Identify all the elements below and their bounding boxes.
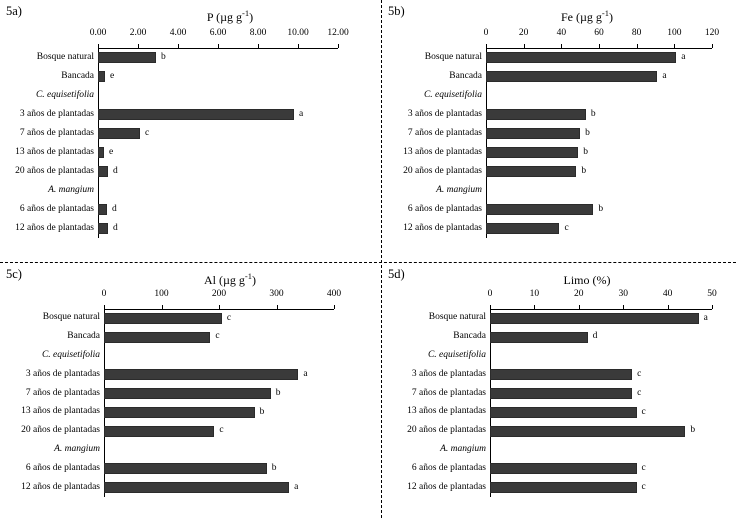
panel-5a — [0, 0, 381, 262]
bar[interactable] — [490, 426, 685, 437]
category-label: 13 años de plantadas — [21, 406, 100, 417]
x-tick-label: 30 — [618, 289, 628, 299]
category-label: Bancada — [449, 70, 482, 81]
bar[interactable] — [98, 147, 104, 158]
bar-row[interactable] — [61, 70, 338, 84]
bar-significance-letter: c — [226, 312, 232, 323]
category-label: 13 años de plantadas — [15, 146, 94, 157]
category-label: 20 años de plantadas — [403, 165, 482, 176]
bar[interactable] — [490, 388, 632, 399]
category-label: 20 años de plantadas — [21, 425, 100, 436]
group-header-label: C. equisetifolia — [41, 350, 100, 360]
x-tick — [98, 44, 99, 48]
bar-significance-letter: b — [590, 108, 596, 119]
group-header-row — [423, 89, 712, 103]
group-header-label: A. mangium — [48, 184, 94, 195]
bar[interactable] — [486, 109, 586, 120]
chart-title-5a — [90, 8, 370, 25]
bar-row[interactable] — [449, 70, 712, 84]
bar-significance-letter: a — [703, 312, 708, 323]
x-tick-label: 200 — [211, 289, 227, 299]
x-tick-label: 300 — [269, 289, 284, 299]
bar-row[interactable] — [428, 311, 712, 325]
x-tick — [712, 44, 713, 48]
bar-row[interactable] — [411, 462, 712, 476]
x-tick — [298, 44, 299, 48]
x-tick-label: 20 — [574, 289, 584, 299]
plot-area-5c — [21, 289, 342, 497]
bar[interactable] — [490, 332, 588, 343]
category-label: 6 años de plantadas — [411, 462, 486, 473]
panel-label-5b: 5b) — [388, 4, 405, 18]
x-tick — [524, 44, 525, 48]
bar-row[interactable] — [21, 481, 334, 495]
category-label: 3 años de plantadas — [407, 108, 482, 119]
category-label: 6 años de plantadas — [407, 203, 482, 214]
x-tick — [674, 44, 675, 48]
bar-significance-letter: c — [637, 369, 642, 380]
bar-row[interactable] — [15, 222, 338, 236]
bar-significance-letter: b — [275, 387, 281, 398]
bar[interactable] — [98, 223, 108, 234]
bar-row[interactable] — [407, 108, 712, 122]
group-header-row — [54, 443, 334, 457]
bar[interactable] — [490, 482, 637, 493]
x-tick — [486, 44, 487, 48]
x-tick — [637, 44, 638, 48]
group-header-row — [436, 184, 712, 198]
bars-5c — [21, 309, 334, 497]
bar[interactable] — [98, 109, 294, 120]
bar[interactable] — [98, 166, 108, 177]
chart-title-sup: -1 — [244, 271, 252, 281]
bar-significance-letter: a — [662, 70, 667, 81]
x-tick — [178, 44, 179, 48]
bar[interactable] — [486, 223, 559, 234]
bar[interactable] — [486, 204, 593, 215]
bar-row[interactable] — [407, 481, 712, 495]
x-tick-label: 0 — [101, 289, 107, 299]
plot-area-5b — [403, 28, 720, 238]
panel-5c — [0, 263, 381, 518]
category-label: 20 años de plantadas — [407, 425, 486, 436]
bar-significance-letter: c — [564, 222, 569, 233]
bar[interactable] — [98, 71, 105, 82]
category-label: Bancada — [67, 331, 100, 342]
bar[interactable] — [98, 128, 140, 139]
bar-row[interactable] — [42, 311, 334, 325]
group-header-row — [427, 349, 712, 363]
bars-5a — [15, 48, 338, 238]
panel-5d — [382, 263, 736, 518]
x-tick-label: 100 — [154, 289, 169, 299]
bar-significance-letter: b — [585, 127, 590, 138]
category-label: Bosque natural — [428, 312, 486, 323]
x-tick — [579, 305, 580, 309]
x-tick-label: 8.00 — [249, 28, 267, 38]
group-header-row — [48, 184, 338, 198]
chart-title-tail: ) — [252, 273, 256, 287]
bar[interactable] — [486, 128, 580, 139]
group-header-label: A. mangium — [440, 444, 486, 454]
bar[interactable] — [104, 463, 267, 474]
chart-title-base: Limo (%) — [563, 273, 611, 287]
bar-row[interactable] — [403, 146, 712, 160]
x-tick-label: 40 — [556, 28, 567, 38]
chart-title-5d — [452, 271, 722, 288]
bar-significance-letter: b — [583, 146, 589, 157]
chart-title-tail: ) — [249, 10, 254, 24]
chart-title-sup: -1 — [601, 8, 609, 18]
bar-significance-letter: b — [690, 425, 696, 436]
x-tick — [490, 305, 491, 309]
chart-title-tail: ) — [609, 10, 613, 24]
category-label: 3 años de plantadas — [411, 368, 486, 379]
bar-row[interactable] — [15, 146, 338, 160]
x-tick-label: 4.00 — [169, 28, 187, 38]
bar-row[interactable] — [407, 424, 712, 438]
bar[interactable] — [104, 332, 210, 343]
bar-significance-letter: b — [271, 463, 277, 474]
group-header-label: C. equisetifolia — [35, 89, 94, 100]
group-header-row — [41, 349, 334, 363]
bar-significance-letter: e — [110, 70, 115, 81]
panel-5b — [382, 0, 736, 262]
category-label: 12 años de plantadas — [403, 222, 482, 233]
bar-significance-letter: c — [641, 481, 646, 492]
bar-row[interactable] — [407, 405, 712, 419]
chart-title-sup: -1 — [242, 8, 250, 18]
group-header-label: C. equisetifolia — [427, 350, 486, 360]
category-label: 7 años de plantadas — [19, 127, 94, 138]
x-tick — [162, 305, 163, 309]
group-header-row — [35, 89, 338, 103]
category-label: 7 años de plantadas — [25, 387, 100, 398]
bar-row[interactable] — [411, 368, 712, 382]
x-tick-label: 60 — [594, 28, 604, 38]
bar-significance-letter: c — [641, 406, 646, 417]
x-tick — [277, 305, 278, 309]
bar[interactable] — [490, 407, 637, 418]
bar-significance-letter: a — [303, 369, 308, 380]
bar-row[interactable] — [407, 203, 712, 217]
bar-significance-letter: e — [109, 146, 114, 157]
category-label: 3 años de plantadas — [19, 108, 94, 119]
bar[interactable] — [490, 369, 632, 380]
x-tick — [668, 305, 669, 309]
plot-area-5d — [407, 289, 717, 497]
category-label: 6 años de plantadas — [19, 203, 94, 214]
bar-row[interactable] — [411, 387, 712, 401]
bar-significance-letter: c — [641, 463, 646, 474]
bar-row[interactable] — [19, 127, 338, 141]
category-label: 6 años de plantadas — [25, 462, 100, 473]
x-tick — [561, 44, 562, 48]
category-label: 13 años de plantadas — [407, 406, 486, 417]
bar[interactable] — [104, 369, 298, 380]
bar-row[interactable] — [424, 51, 712, 65]
group-header-label: C. equisetifolia — [423, 89, 482, 100]
category-label: 3 años de plantadas — [25, 368, 100, 379]
x-tick — [712, 305, 713, 309]
x-tick — [534, 305, 535, 309]
category-label: 12 años de plantadas — [407, 481, 486, 492]
bar[interactable] — [104, 313, 222, 324]
chart-title-5c — [90, 271, 370, 288]
bar[interactable] — [98, 204, 107, 215]
category-label: 12 años de plantadas — [21, 481, 100, 492]
panel-label-5d: 5d) — [388, 267, 405, 281]
chart-title-base: Fe (µg g — [560, 10, 602, 24]
category-label: Bancada — [61, 70, 94, 81]
bar-row[interactable] — [403, 165, 712, 179]
chart-title-base: P (µg g — [206, 10, 243, 24]
bar-row[interactable] — [21, 405, 334, 419]
x-tick-label: 80 — [631, 28, 642, 38]
x-tick — [104, 305, 105, 309]
category-label: 7 años de plantadas — [411, 387, 486, 398]
bar-significance-letter: d — [112, 203, 117, 214]
bar-row[interactable] — [453, 330, 712, 344]
bar-significance-letter: c — [219, 425, 224, 436]
bar-significance-letter: a — [681, 51, 686, 62]
x-tick-label: 0 — [483, 28, 489, 38]
bar[interactable] — [486, 71, 657, 82]
x-tick-label: 10 — [529, 289, 540, 299]
bar-row[interactable] — [21, 424, 334, 438]
bar-significance-letter: a — [299, 108, 304, 119]
category-label: Bosque natural — [424, 51, 482, 62]
x-tick — [258, 44, 259, 48]
bar-row[interactable] — [25, 368, 334, 382]
category-label: Bosque natural — [42, 312, 100, 323]
category-label: Bosque natural — [36, 51, 94, 62]
bar[interactable] — [486, 52, 676, 63]
bar-significance-letter: c — [215, 331, 220, 342]
x-tick — [218, 44, 219, 48]
x-tick-label: 12.00 — [327, 28, 349, 38]
bar[interactable] — [104, 426, 214, 437]
x-tick — [599, 44, 600, 48]
bar[interactable] — [104, 407, 255, 418]
category-label: 13 años de plantadas — [403, 146, 482, 157]
x-tick-label: 120 — [704, 28, 720, 38]
bar-row[interactable] — [36, 51, 338, 65]
plot-area-5a — [15, 28, 349, 238]
category-label: 12 años de plantadas — [15, 222, 94, 233]
x-tick-label: 10.00 — [287, 28, 309, 38]
bar[interactable] — [490, 463, 637, 474]
group-header-label: A. mangium — [54, 444, 100, 454]
x-tick — [219, 305, 220, 309]
category-label: Bancada — [453, 331, 486, 342]
bar[interactable] — [98, 52, 156, 63]
category-label: 20 años de plantadas — [15, 165, 94, 176]
bar-significance-letter: d — [592, 331, 598, 342]
bar-significance-letter: b — [598, 203, 604, 214]
x-tick — [334, 305, 335, 309]
x-tick-label: 100 — [667, 28, 682, 38]
x-tick — [338, 44, 339, 48]
bar-row[interactable] — [25, 387, 334, 401]
x-tick-label: 6.00 — [209, 28, 227, 38]
group-header-label: A. mangium — [436, 184, 482, 195]
panel-label-5c: 5c) — [6, 267, 22, 281]
x-tick-label: 0.00 — [89, 28, 107, 38]
bar-significance-letter: b — [161, 51, 166, 62]
chart-title-5b — [452, 8, 722, 25]
bar-significance-letter: c — [637, 387, 642, 398]
bar[interactable] — [486, 147, 578, 158]
x-tick-label: 20 — [518, 28, 529, 38]
bar-significance-letter: a — [294, 481, 299, 492]
bar-row[interactable] — [407, 127, 712, 141]
bar[interactable] — [104, 388, 271, 399]
bar-significance-letter: b — [259, 406, 265, 417]
x-tick-label: 0 — [487, 289, 493, 299]
bar[interactable] — [486, 166, 576, 177]
bar-row[interactable] — [67, 330, 334, 344]
x-tick — [138, 44, 139, 48]
bar[interactable] — [490, 313, 699, 324]
chart-title-base: Al (µg g — [203, 273, 245, 287]
bar-row[interactable] — [25, 462, 334, 476]
bar-row[interactable] — [403, 222, 712, 236]
bars-5b — [403, 48, 712, 238]
x-tick-label: 50 — [707, 289, 717, 299]
bar-significance-letter: c — [145, 127, 150, 138]
group-header-row — [440, 443, 712, 457]
x-tick-label: 2.00 — [129, 28, 147, 38]
panel-label-5a: 5a) — [6, 4, 22, 18]
bar-row[interactable] — [15, 165, 338, 179]
bar[interactable] — [104, 482, 289, 493]
x-tick-label: 40 — [662, 289, 673, 299]
x-tick — [623, 305, 624, 309]
bar-row[interactable] — [19, 203, 338, 217]
bar-significance-letter: d — [113, 165, 118, 176]
x-tick-label: 400 — [326, 289, 342, 299]
bars-5d — [407, 309, 712, 497]
bar-row[interactable] — [19, 108, 338, 122]
category-label: 7 años de plantadas — [407, 127, 482, 138]
bar-significance-letter: d — [113, 222, 118, 233]
bar-significance-letter: b — [581, 165, 587, 176]
